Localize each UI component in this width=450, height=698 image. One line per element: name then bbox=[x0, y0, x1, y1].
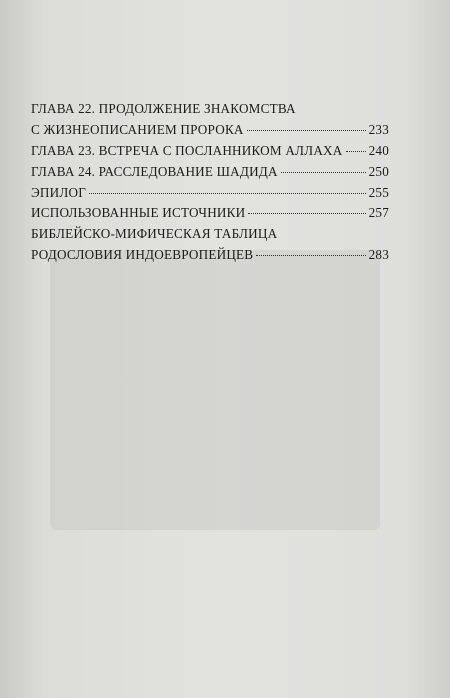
toc-entry-title-line-1: БИБЛЕЙСКО-МИФИЧЕСКАЯ ТАБЛИЦА bbox=[31, 226, 278, 242]
toc-entry-chapter-22 bbox=[31, 99, 389, 141]
dot-leader bbox=[247, 130, 366, 131]
toc-entry-line bbox=[31, 245, 389, 266]
toc-page-number: 250 bbox=[368, 163, 389, 179]
toc-entry-sources bbox=[31, 203, 389, 224]
toc-page-number: 255 bbox=[368, 184, 389, 200]
table-of-contents bbox=[31, 99, 389, 266]
dot-leader bbox=[281, 172, 366, 173]
toc-entry-title: ИСПОЛЬЗОВАННЫЕ ИСТОЧНИКИ bbox=[31, 205, 246, 221]
toc-entry-line bbox=[31, 183, 389, 204]
dot-leader bbox=[346, 151, 366, 152]
toc-page-number: 233 bbox=[368, 121, 389, 137]
toc-page-number: 283 bbox=[368, 247, 389, 263]
toc-entry-title: ГЛАВА 24. РАССЛЕДОВАНИЕ ШАДИДА bbox=[31, 163, 278, 179]
toc-page-number: 240 bbox=[368, 142, 389, 158]
toc-entry-line bbox=[31, 224, 389, 245]
toc-entry-chapter-24 bbox=[31, 162, 389, 183]
dot-leader bbox=[248, 213, 365, 214]
dot-leader bbox=[89, 193, 366, 194]
toc-entry-line bbox=[31, 120, 389, 141]
toc-entry-line bbox=[31, 141, 389, 162]
toc-entry-title: ГЛАВА 23. ВСТРЕЧА С ПОСЛАННИКОМ АЛЛАХА bbox=[31, 142, 343, 158]
show-through-background bbox=[50, 250, 380, 530]
toc-entry-line bbox=[31, 162, 389, 183]
toc-entry-title-line-2: РОДОСЛОВИЯ ИНДОЕВРОПЕЙЦЕВ bbox=[31, 247, 254, 263]
toc-entry-line bbox=[31, 99, 389, 120]
toc-page-number: 257 bbox=[368, 205, 389, 221]
toc-entry-title-line-2: С ЖИЗНЕОПИСАНИЕМ ПРОРОКА bbox=[31, 121, 244, 137]
toc-entry-title-line-1: ГЛАВА 22. ПРОДОЛЖЕНИЕ ЗНАКОМСТВА bbox=[31, 101, 296, 116]
dot-leader bbox=[256, 255, 365, 256]
toc-entry-line bbox=[31, 203, 389, 224]
toc-entry-title: ЭПИЛОГ bbox=[31, 184, 87, 200]
toc-entry-epilogue bbox=[31, 183, 389, 204]
toc-entry-genealogy-table bbox=[31, 224, 389, 266]
toc-entry-chapter-23 bbox=[31, 141, 389, 162]
